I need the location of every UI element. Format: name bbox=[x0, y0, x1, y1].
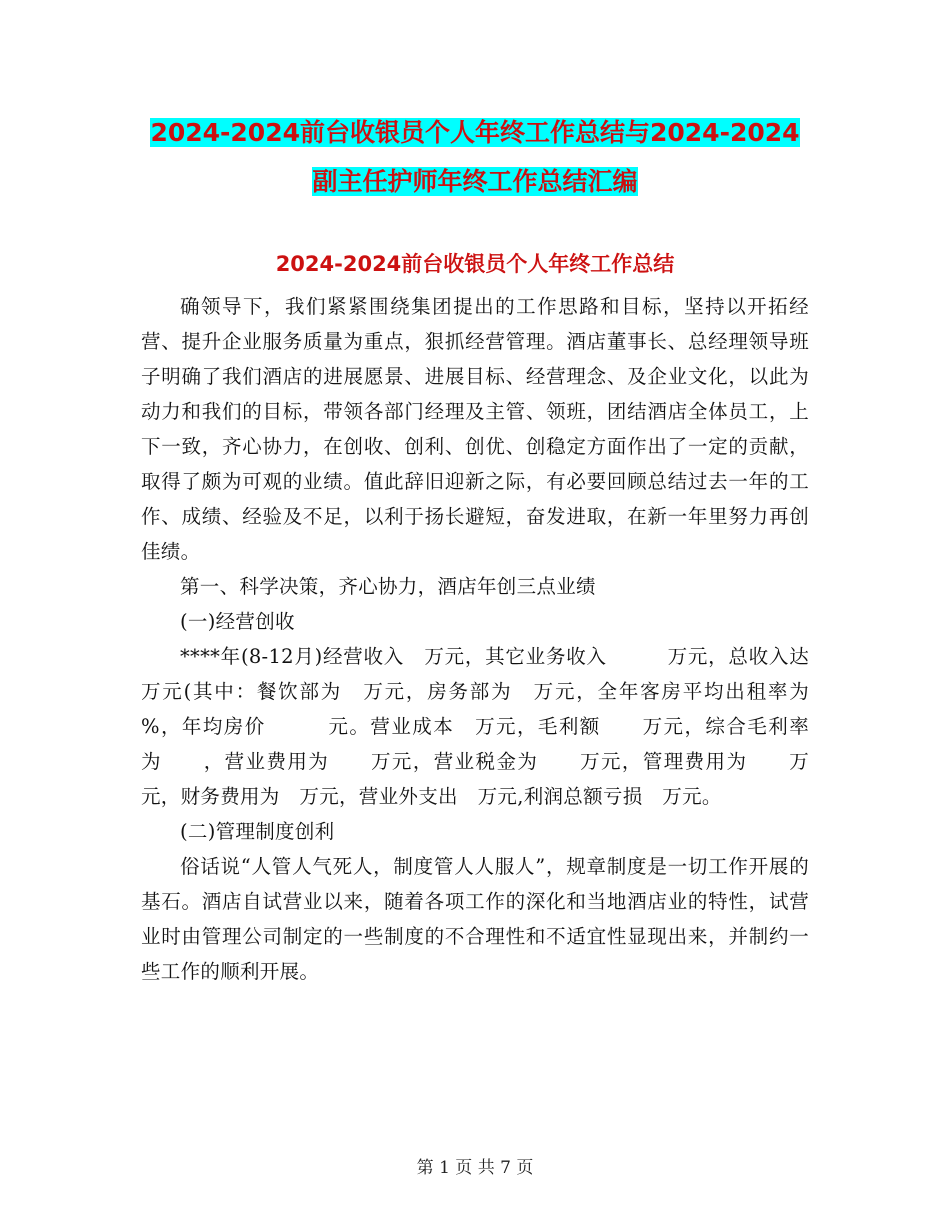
document-title bbox=[100, 108, 850, 206]
paragraph-subheading-management: (二)管理制度创利 bbox=[180, 820, 335, 843]
paragraph-revenue-figures: ****年(8-12月)经营收入 万元，其它业务收入 万元，总收入达 万元(其中：餐饮部为 万元，房务部为 万元，全年客房平均出租率为 %，年均房价 元。营业成本 万元，毛利额 万元，综合毛利率为 ，营业费用为 万元，营业税金为 万元，管理费用为 万元，财务费用为 万元，营业外支出 万元,利润总额亏损 万元。 bbox=[141, 645, 849, 808]
paragraph-intro: 确领导下，我们紧紧围绕集团提出的工作思路和目标，坚持以开拓经营、提升企业服务质量为重点，狠抓经营管理。酒店董事长、总经理领导班子明确了我们酒店的进展愿景、进展目标、经营理念、及企业文化，以此为动力和我们的目标，带领各部门经理及主管、领班，团结酒店全体员工，上下一致，齐心协力，在创收、创利、创优、创稳定方面作出了一定的贡献，取得了颇为可观的业绩。值此辞旧迎新之际，有必要回顾总结过去一年的工作、成绩、经验及不足，以利于扬长避短，奋发进取，在新一年里努力再创佳绩。 bbox=[141, 295, 809, 563]
paragraph-subheading-revenue: (一)经营创收 bbox=[180, 610, 295, 633]
section-title: 2024-2024前台收银员个人年终工作总结 bbox=[275, 252, 675, 276]
paragraph-heading-first: 第一、科学决策，齐心协力，酒店年创三点业绩 bbox=[180, 575, 596, 598]
page-footer: 第 1 页 共 7 页 bbox=[416, 1158, 534, 1178]
document-body bbox=[141, 289, 849, 989]
paragraph-management-system: 俗话说“人管人气死人，制度管人人服人”，规章制度是一切工作开展的基石。酒店自试营业以来，随着各项工作的深化和当地酒店业的特性，试营业时由管理公司制定的一些制度的不合理性和不适宜性显现出来，并制约一些工作的顺利开展。 bbox=[141, 855, 809, 983]
document-title-line2: 副主任护师年终工作总结汇编 bbox=[312, 167, 638, 196]
document-title-line1: 2024-2024前台收银员个人年终工作总结与2024-2024 bbox=[150, 118, 800, 147]
